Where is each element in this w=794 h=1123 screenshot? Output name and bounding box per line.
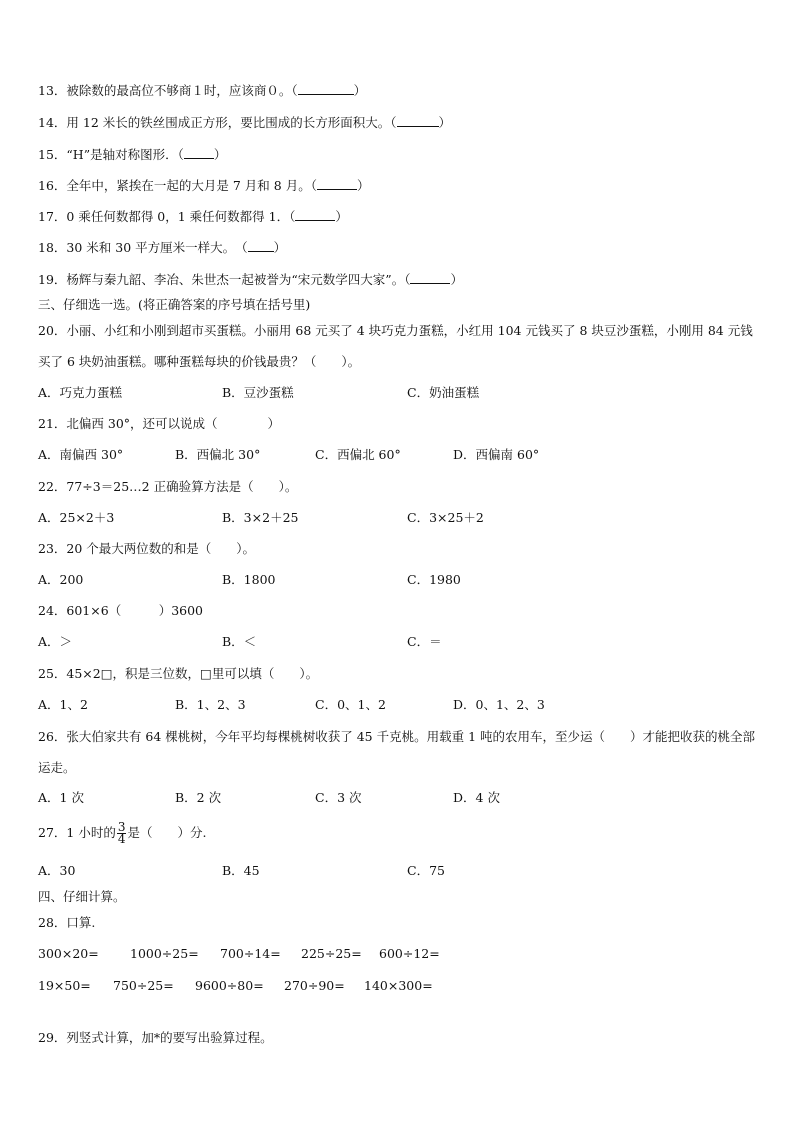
option-a[interactable]: A．30 bbox=[38, 863, 76, 878]
answer-blank[interactable] bbox=[317, 177, 357, 190]
option-a[interactable]: A．25×2＋3 bbox=[38, 510, 115, 525]
option-d[interactable]: D．西偏南 60° bbox=[453, 447, 540, 462]
question-28: 28．口算. bbox=[38, 915, 96, 930]
option-c[interactable]: C．75 bbox=[407, 863, 445, 878]
question-29: 29．列竖式计算，加*的要写出验算过程。 bbox=[38, 1030, 273, 1045]
option-a[interactable]: A．200 bbox=[38, 572, 84, 587]
option-b[interactable]: B．45 bbox=[222, 863, 260, 878]
question-22: 22．77÷3＝25…2 正确验算方法是（ ）。 bbox=[38, 479, 298, 494]
calc-item: 19×50= bbox=[38, 978, 91, 993]
option-d[interactable]: D．0、1、2、3 bbox=[453, 697, 545, 712]
options-20 bbox=[38, 385, 758, 401]
question-17: 17．0 乘任何数都得 0，1 乘任何数都得 1．（ ） bbox=[38, 209, 348, 224]
option-c[interactable]: C．0、1、2 bbox=[315, 697, 386, 712]
answer-blank[interactable] bbox=[397, 114, 439, 127]
option-c[interactable]: C．西偏北 60° bbox=[315, 447, 401, 462]
question-26: 26．张大伯家共有 64 棵桃树，今年平均每棵桃树收获了 45 千克桃。用载重 1 吨的农用车，至少运（ ）才能把收获的桃全部运走。 bbox=[38, 729, 756, 775]
option-b[interactable]: B．西偏北 30° bbox=[175, 447, 261, 462]
option-b[interactable]: B．豆沙蛋糕 bbox=[222, 385, 294, 400]
options-22 bbox=[38, 510, 758, 526]
option-c[interactable]: C．奶油蛋糕 bbox=[407, 385, 480, 400]
question-15: 15．“H”是轴对称图形．（ ） bbox=[38, 147, 227, 162]
calc-item: 600÷12= bbox=[379, 946, 440, 961]
option-c[interactable]: C．1980 bbox=[407, 572, 461, 587]
option-c[interactable]: C．＝ bbox=[407, 634, 442, 649]
question-19: 19．杨辉与秦九韶、李冶、朱世杰一起被誉为“宋元数学四大家”。（ ） bbox=[38, 272, 463, 287]
options-23 bbox=[38, 572, 758, 588]
option-a[interactable]: A．＞ bbox=[38, 634, 73, 649]
option-a[interactable]: A．南偏西 30° bbox=[38, 447, 124, 462]
option-c[interactable]: C．3 次 bbox=[315, 790, 362, 805]
question-18: 18．30 米和 30 平方厘米一样大。 （ ） bbox=[38, 240, 287, 255]
option-b[interactable]: B．1、2、3 bbox=[175, 697, 246, 712]
question-21: 21．北偏西 30°，还可以说成（ ） bbox=[38, 416, 281, 431]
calc-item: 9600÷80= bbox=[195, 978, 264, 993]
option-a[interactable]: A．1 次 bbox=[38, 790, 84, 805]
options-21 bbox=[38, 447, 758, 463]
fraction: $\frac{3}{4}$ bbox=[117, 820, 126, 846]
answer-blank[interactable] bbox=[248, 239, 274, 252]
calc-item: 700÷14= bbox=[220, 946, 281, 961]
section-heading-calc: 四、仔细计算。 bbox=[38, 889, 126, 904]
answer-blank[interactable] bbox=[410, 271, 450, 284]
option-d[interactable]: D．4 次 bbox=[453, 790, 500, 805]
answer-blank[interactable] bbox=[184, 146, 214, 159]
calc-row-2 bbox=[38, 978, 758, 994]
answer-blank[interactable] bbox=[295, 208, 335, 221]
question-14: 14．用 12 米长的铁丝围成正方形，要比围成的长方形面积大。（ ） bbox=[38, 115, 452, 130]
options-25 bbox=[38, 697, 758, 713]
section-heading-choice: 三、仔细选一选。(将正确答案的序号填在括号里) bbox=[38, 297, 311, 312]
question-23: 23．20 个最大两位数的和是（ ）。 bbox=[38, 541, 256, 556]
calc-item: 225÷25= bbox=[301, 946, 362, 961]
option-b[interactable]: B．2 次 bbox=[175, 790, 222, 805]
answer-blank[interactable] bbox=[298, 82, 354, 95]
options-27 bbox=[38, 863, 758, 879]
question-16: 16．全年中，紧挨在一起的大月是 7 月和 8 月。（ ） bbox=[38, 178, 370, 193]
calc-item: 300×20= bbox=[38, 946, 99, 961]
options-24 bbox=[38, 634, 758, 650]
option-b[interactable]: B．＜ bbox=[222, 634, 257, 649]
calc-item: 140×300= bbox=[364, 978, 433, 993]
calc-item: 270÷90= bbox=[284, 978, 345, 993]
option-b[interactable]: B．3×2＋25 bbox=[222, 510, 299, 525]
question-24: 24．601×6（ ）3600 bbox=[38, 603, 204, 618]
option-a[interactable]: A．巧克力蛋糕 bbox=[38, 385, 123, 400]
question-20: 20．小丽、小红和小刚到超市买蛋糕。小丽用 68 元买了 4 块巧克力蛋糕，小红用 104 元钱买了 8 块豆沙蛋糕，小刚用 84 元钱买了 6 块奶油蛋糕。哪种蛋糕每块的价钱最贵？（ ）。 bbox=[38, 323, 753, 369]
option-a[interactable]: A．1、2 bbox=[38, 697, 88, 712]
question-27: 27．1 小时的 $\frac{3}{4}$ 是（ ）分. bbox=[38, 820, 207, 846]
options-26 bbox=[38, 790, 758, 806]
question-25: 25．45×2□，积是三位数，□里可以填（ ）。 bbox=[38, 666, 319, 681]
calc-item: 1000÷25= bbox=[130, 946, 199, 961]
calc-item: 750÷25= bbox=[113, 978, 174, 993]
option-b[interactable]: B．1800 bbox=[222, 572, 276, 587]
option-c[interactable]: C．3×25＋2 bbox=[407, 510, 484, 525]
question-13: 13．被除数的最高位不够商１时，应该商０。（ ） bbox=[38, 83, 367, 98]
calc-row-1 bbox=[38, 946, 758, 962]
